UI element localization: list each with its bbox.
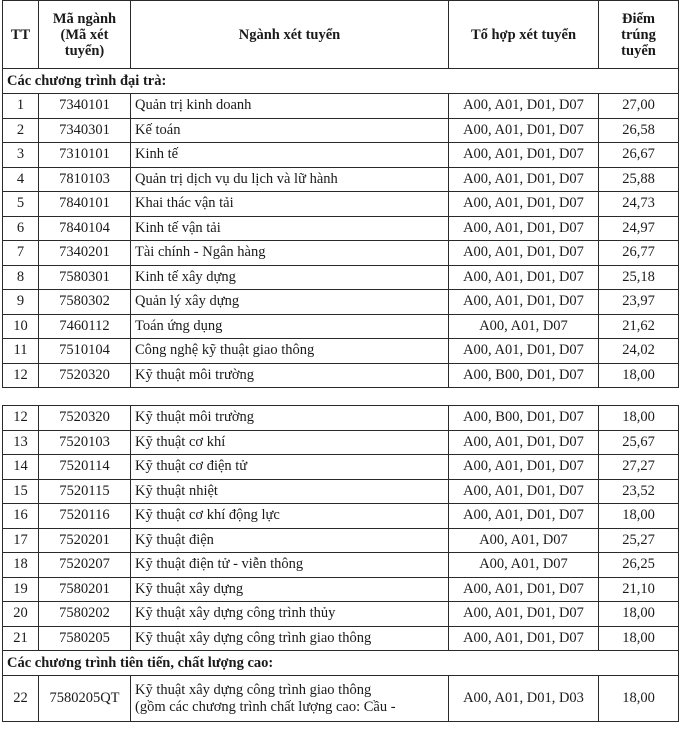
row-score: 23,97: [599, 290, 679, 315]
table-header-row: [3, 1, 679, 69]
row-tt: 22: [3, 676, 39, 722]
table-row: [3, 216, 679, 241]
row-tt: 5: [3, 192, 39, 217]
row-combo: A00, A01, D01, D07: [449, 94, 599, 119]
row-combo: A00, A01, D01, D07: [449, 339, 599, 364]
row-score: 24,02: [599, 339, 679, 364]
row-score: 27,27: [599, 455, 679, 480]
row-name: Kinh tế vận tải: [131, 216, 449, 241]
row-tt: 6: [3, 216, 39, 241]
row-code: 7340301: [39, 118, 131, 143]
row-name: Tài chính - Ngân hàng: [131, 241, 449, 266]
row-combo: A00, A01, D01, D07: [449, 290, 599, 315]
row-name: Kinh tế xây dựng: [131, 265, 449, 290]
row-combo: A00, A01, D01, D07: [449, 455, 599, 480]
table-row: [3, 602, 679, 627]
row-name: Quản lý xây dựng: [131, 290, 449, 315]
row-code: 7310101: [39, 143, 131, 168]
row-code: 7810103: [39, 167, 131, 192]
table-row: [3, 314, 679, 339]
row-score: 21,62: [599, 314, 679, 339]
table-row: [3, 363, 679, 388]
row-combo: A00, A01, D01, D07: [449, 577, 599, 602]
row-code: 7460112: [39, 314, 131, 339]
page-break-gap: [0, 389, 680, 405]
header-score-line3: tuyển: [621, 42, 656, 59]
row-score: 25,67: [599, 430, 679, 455]
row-combo: A00, B00, D01, D07: [449, 363, 599, 388]
header-combo: Tổ hợp xét tuyển: [449, 1, 599, 69]
table-row: [3, 339, 679, 364]
row-score: 21,10: [599, 577, 679, 602]
row-tt: 11: [3, 339, 39, 364]
row-name: Kinh tế: [131, 143, 449, 168]
row-tt: 2: [3, 118, 39, 143]
row-tt: 21: [3, 626, 39, 651]
row-code: 7520115: [39, 479, 131, 504]
table-row: [3, 553, 679, 578]
section-row-advanced: [3, 651, 679, 676]
row-combo: A00, A01, D01, D07: [449, 167, 599, 192]
row-score: 27,00: [599, 94, 679, 119]
row-combo: A00, B00, D01, D07: [449, 406, 599, 431]
table-row: [3, 455, 679, 480]
row-name: Kỹ thuật xây dựng công trình thủy: [131, 602, 449, 627]
row-code: 7520207: [39, 553, 131, 578]
row-name: Quản trị kinh doanh: [131, 94, 449, 119]
table-row: [3, 167, 679, 192]
row-code: 7520103: [39, 430, 131, 455]
row-score: 18,00: [599, 602, 679, 627]
header-score: [599, 1, 679, 69]
row-score: 18,00: [599, 626, 679, 651]
row-name: Kỹ thuật môi trường: [131, 406, 449, 431]
row-score: 18,00: [599, 406, 679, 431]
row-code: 7520201: [39, 528, 131, 553]
row-name: Kỹ thuật điện: [131, 528, 449, 553]
section-title-standard: Các chương trình đại trà:: [3, 69, 679, 94]
table-row: [3, 290, 679, 315]
row-tt: 15: [3, 479, 39, 504]
table-row: [3, 265, 679, 290]
row-tt: 17: [3, 528, 39, 553]
row-name: Kỹ thuật cơ khí: [131, 430, 449, 455]
row-code: 7840104: [39, 216, 131, 241]
header-name: Ngành xét tuyển: [131, 1, 449, 69]
row-name: Toán ứng dụng: [131, 314, 449, 339]
table-row: [3, 577, 679, 602]
row-code: 7520320: [39, 406, 131, 431]
table-row: [3, 192, 679, 217]
row-score: 18,00: [599, 363, 679, 388]
row-combo: A00, A01, D01, D07: [449, 479, 599, 504]
row-tt: 9: [3, 290, 39, 315]
row-name: Kỹ thuật xây dựng: [131, 577, 449, 602]
row-combo: A00, A01, D01, D07: [449, 504, 599, 529]
row-name: Kỹ thuật xây dựng công trình giao thông: [131, 626, 449, 651]
row-name: Kỹ thuật môi trường: [131, 363, 449, 388]
row-score: 26,58: [599, 118, 679, 143]
row-tt: 20: [3, 602, 39, 627]
row-name: Khai thác vận tải: [131, 192, 449, 217]
row-score: 24,97: [599, 216, 679, 241]
section-row-standard: [3, 69, 679, 94]
row-code: 7520320: [39, 363, 131, 388]
row-tt: 18: [3, 553, 39, 578]
row-combo: A00, A01, D07: [449, 314, 599, 339]
table-row: [3, 406, 679, 431]
row-code: 7520114: [39, 455, 131, 480]
row-code: 7510104: [39, 339, 131, 364]
row-combo: A00, A01, D01, D07: [449, 602, 599, 627]
row-score: 25,18: [599, 265, 679, 290]
row-combo: A00, A01, D01, D07: [449, 430, 599, 455]
row-combo: A00, A01, D01, D07: [449, 626, 599, 651]
table-row: [3, 143, 679, 168]
admission-table-part-1: [2, 0, 679, 388]
row-score: 26,77: [599, 241, 679, 266]
row-tt: 3: [3, 143, 39, 168]
row-tt: 1: [3, 94, 39, 119]
row-score: 18,00: [599, 676, 679, 722]
table-row: [3, 118, 679, 143]
row-code: 7580205: [39, 626, 131, 651]
row-tt: 8: [3, 265, 39, 290]
row-tt: 14: [3, 455, 39, 480]
row-score: 25,88: [599, 167, 679, 192]
table-row: [3, 504, 679, 529]
table-row: [3, 626, 679, 651]
table-row: [3, 94, 679, 119]
header-tt: TT: [3, 1, 39, 69]
row-tt: 12: [3, 406, 39, 431]
row-name: Kỹ thuật cơ khí động lực: [131, 504, 449, 529]
row-code: 7580201: [39, 577, 131, 602]
row-score: 23,52: [599, 479, 679, 504]
header-code-line3: tuyển): [64, 42, 105, 59]
row-combo: A00, A01, D07: [449, 553, 599, 578]
table-row: [3, 430, 679, 455]
row-name: Kỹ thuật nhiệt: [131, 479, 449, 504]
row-name: [131, 676, 449, 722]
header-code: [39, 1, 131, 69]
row-combo: A00, A01, D01, D07: [449, 265, 599, 290]
row-tt: 4: [3, 167, 39, 192]
table-row: [3, 676, 679, 722]
row-tt: 16: [3, 504, 39, 529]
row-combo: A00, A01, D01, D07: [449, 216, 599, 241]
header-score-line1: Điểm: [621, 10, 655, 27]
row-name-line2: (gồm các chương trình chất lượng cao: Cầu -: [135, 698, 396, 715]
row-combo: A00, A01, D01, D07: [449, 143, 599, 168]
row-score: 26,67: [599, 143, 679, 168]
row-tt: 10: [3, 314, 39, 339]
header-score-line2: trúng: [621, 26, 656, 43]
row-code: 7580202: [39, 602, 131, 627]
row-combo: A00, A01, D01, D07: [449, 192, 599, 217]
row-combo: A00, A01, D01, D07: [449, 118, 599, 143]
row-name: Kế toán: [131, 118, 449, 143]
row-score: 24,73: [599, 192, 679, 217]
row-code: 7840101: [39, 192, 131, 217]
row-combo: A00, A01, D07: [449, 528, 599, 553]
row-tt: 19: [3, 577, 39, 602]
row-code: 7580205QT: [39, 676, 131, 722]
row-score: 18,00: [599, 504, 679, 529]
row-code: 7580301: [39, 265, 131, 290]
row-name: Quản trị dịch vụ du lịch và lữ hành: [131, 167, 449, 192]
row-score: 25,27: [599, 528, 679, 553]
row-tt: 12: [3, 363, 39, 388]
row-code: 7580302: [39, 290, 131, 315]
row-name: Công nghệ kỹ thuật giao thông: [131, 339, 449, 364]
header-code-line2: (Mã xét: [60, 26, 109, 43]
row-combo: A00, A01, D01, D03: [449, 676, 599, 722]
section-title-advanced: Các chương trình tiên tiến, chất lượng cao:: [3, 651, 679, 676]
row-name: Kỹ thuật điện tử - viễn thông: [131, 553, 449, 578]
row-code: 7340201: [39, 241, 131, 266]
admission-table-part-2: [2, 405, 679, 722]
row-name: Kỹ thuật cơ điện tử: [131, 455, 449, 480]
row-name-line1: Kỹ thuật xây dựng công trình giao thông: [135, 681, 372, 698]
row-combo: A00, A01, D01, D07: [449, 241, 599, 266]
row-code: 7520116: [39, 504, 131, 529]
table-row: [3, 241, 679, 266]
row-tt: 7: [3, 241, 39, 266]
row-code: 7340101: [39, 94, 131, 119]
table-row: [3, 479, 679, 504]
row-score: 26,25: [599, 553, 679, 578]
table-row: [3, 528, 679, 553]
header-code-line1: Mã ngành: [52, 10, 117, 27]
row-tt: 13: [3, 430, 39, 455]
